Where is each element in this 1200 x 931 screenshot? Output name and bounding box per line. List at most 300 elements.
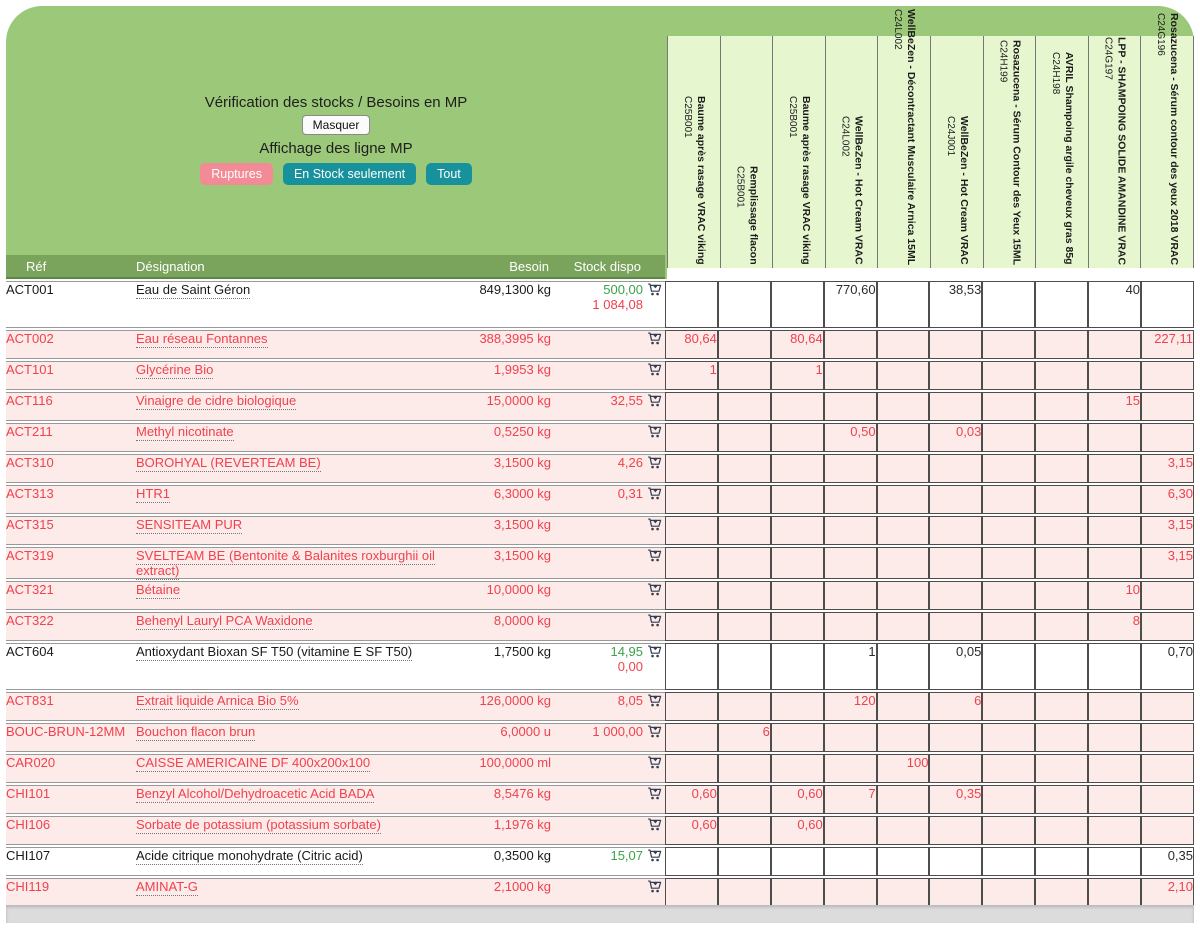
stock-value [551,392,643,421]
cart-plus-icon [647,396,662,411]
product-column-header [826,36,879,268]
cart-cell [643,547,665,579]
matrix-cell [771,643,824,690]
ref-label: CHI101 [6,785,136,814]
table-row [6,847,1194,876]
table-row [6,361,1194,390]
besoin-value: 15,0000 kg [436,392,551,421]
stock-value [551,361,643,390]
designation-cell [136,392,436,421]
table-row [6,754,1194,783]
add-to-cart-button[interactable] [647,724,662,741]
cart-plus-icon [647,851,662,866]
matrix-cell: 0,60 [665,785,718,814]
product-name: Remplissage flacon [747,166,760,265]
matrix-cell [771,581,824,610]
matrix-cell [771,547,824,579]
cart-plus-icon [647,616,662,631]
column-header-ref: Réf [26,258,47,274]
product-code: C24H198 [1049,52,1061,95]
cart-plus-icon [647,789,662,804]
matrix-cell [1088,423,1141,452]
matrix-cell [982,723,1035,752]
filter-buttons [6,163,666,185]
matrix-cell [1141,692,1194,721]
designation-link[interactable]: Bouchon flacon brun [136,724,256,739]
designation-cell [136,754,436,783]
cart-cell [643,816,665,845]
cart-cell [643,692,665,721]
matrix-cell: 1 [665,361,718,390]
matrix-cell [929,754,982,783]
matrix-cell [824,547,877,579]
add-to-cart-button[interactable] [647,879,662,896]
cart-cell [643,581,665,610]
filter-button-en-stock-seulement[interactable]: En Stock seulement [283,163,416,185]
table-header [6,255,665,279]
designation-cell [136,516,436,545]
ref-label: ACT002 [6,330,136,359]
designation-cell [136,281,436,328]
cart-plus-icon [647,696,662,711]
matrix-cell [1088,878,1141,907]
matrix-cell [1088,643,1141,690]
matrix-cell [665,392,718,421]
designation-link[interactable]: SVELTEAM BE (Bentonite & Balanites roxburghii oil extract) [136,548,435,578]
matrix-cell: 80,64 [665,330,718,359]
matrix-cell [929,454,982,483]
besoin-value: 126,0000 kg [436,692,551,721]
matrix-cell [718,785,771,814]
table-row [6,454,1194,483]
matrix-cell [824,816,877,845]
cart-cell [643,281,665,328]
matrix-cell [877,612,930,641]
ref-label: CHI119 [6,878,136,907]
besoin-value: 1,9953 kg [436,361,551,390]
matrix-cell: 8 [1088,612,1141,641]
filter-button-tout[interactable]: Tout [426,163,472,185]
designation-link[interactable]: HTR1 [136,486,170,501]
matrix-cell [1035,547,1088,579]
stock-value [551,816,643,845]
add-to-cart-button[interactable] [647,786,662,803]
column-header-stock: Stock dispo [573,258,641,274]
matrix-cell [877,281,930,328]
designation-link[interactable]: Bétaine [136,582,181,597]
product-name: Rosazucena - Sérum contour des yeux 2018 VRAC [1168,12,1181,265]
matrix-cell [982,485,1035,514]
matrix-cell [1141,785,1194,814]
matrix-cell [929,816,982,845]
table-row [6,516,1194,545]
matrix-cell [1035,516,1088,545]
stock-value [551,581,643,610]
matrix-cell [665,423,718,452]
ref-label: ACT001 [6,281,136,328]
besoin-value: 388,3995 kg [436,330,551,359]
ref-label: ACT211 [6,423,136,452]
designation-link[interactable]: Eau de Saint Géron [136,282,251,297]
product-code: C25B001 [734,166,746,209]
add-to-cart-button[interactable] [647,455,662,472]
matrix-cell: 0,60 [665,816,718,845]
stock-value [551,485,643,514]
matrix-cell: 120 [824,692,877,721]
designation-link[interactable]: SENSITEAM PUR [136,517,243,532]
designation-link[interactable]: Methyl nicotinate [136,424,234,439]
matrix-cell [718,847,771,876]
designation-link[interactable]: Benzyl Alcohol/Dehydroacetic Acid BADA [136,786,375,801]
matrix-cell [771,485,824,514]
matrix-cell [877,516,930,545]
cart-cell [643,392,665,421]
designation-cell [136,643,436,690]
matrix-cell [877,878,930,907]
stock-shortage: 8,05 [617,693,644,708]
matrix-cell [824,392,877,421]
matrix-cell [824,485,877,514]
stock-table [6,279,1194,909]
matrix-cell [1035,643,1088,690]
cart-cell [643,878,665,907]
table-row [6,581,1194,610]
add-to-cart-button[interactable] [647,424,662,441]
matrix-cell [877,423,930,452]
designation-cell [136,612,436,641]
matrix-cell [1035,281,1088,328]
matrix-cell [824,754,877,783]
ref-label: ACT604 [6,643,136,690]
matrix-cell [718,361,771,390]
table-row [6,643,1194,690]
cart-plus-icon [647,520,662,535]
matrix-cell [1035,785,1088,814]
product-column-header [668,36,721,268]
matrix-cell [1088,785,1141,814]
matrix-cell: 3,15 [1141,547,1194,579]
matrix-cell [1141,723,1194,752]
stock-shortage: 0,00 [617,659,644,674]
matrix-cell: 1 [771,361,824,390]
matrix-cell [771,723,824,752]
matrix-cell [982,878,1035,907]
matrix-cell [824,454,877,483]
cart-cell [643,485,665,514]
matrix-cell [929,547,982,579]
product-column-header [1089,36,1142,268]
designation-cell [136,361,436,390]
matrix-cell [1141,423,1194,452]
matrix-cell: 10 [1088,581,1141,610]
matrix-cell [1035,581,1088,610]
matrix-gap [667,268,1194,279]
ref-label: CHI107 [6,847,136,876]
stock-value [551,612,643,641]
designation-link[interactable]: Antioxydant Bioxan SF T50 (vitamine E SF T50) [136,644,413,659]
matrix-cell [718,516,771,545]
matrix-cell [1035,392,1088,421]
ref-label: ACT116 [6,392,136,421]
product-name: WellBeZen - Hot Cream VRAC [957,116,970,265]
designation-cell [136,785,436,814]
cart-plus-icon [647,820,662,835]
matrix-cell [877,581,930,610]
matrix-cell: 3,15 [1141,516,1194,545]
stock-value [551,547,643,579]
product-code: C24H199 [997,39,1009,83]
product-code: C24G197 [1102,36,1114,80]
stock-available: 500,00 [603,282,644,297]
designation-cell [136,878,436,907]
stock-value [551,785,643,814]
matrix-cell [665,878,718,907]
matrix-cell [771,878,824,907]
matrix-cell: 0,03 [929,423,982,452]
add-to-cart-button[interactable] [647,693,662,710]
matrix-cell [718,485,771,514]
cart-plus-icon [647,285,662,300]
table-row [6,692,1194,721]
matrix-cell [1088,361,1141,390]
matrix-cell: 100 [877,754,930,783]
matrix-cell [718,330,771,359]
filter-button-ruptures[interactable]: Ruptures [200,163,273,185]
matrix-cell [1141,816,1194,845]
besoin-value: 3,1500 kg [436,516,551,545]
ref-label: ACT322 [6,612,136,641]
matrix-cell [877,454,930,483]
matrix-cell [771,392,824,421]
matrix-cell [1035,485,1088,514]
designation-link[interactable]: Behenyl Lauryl PCA Waxidone [136,613,313,628]
matrix-cell [929,612,982,641]
matrix-cell: 0,60 [771,785,824,814]
table-row [6,330,1194,359]
product-name: LPP - SHAMPOING SOLIDE AMANDINE VRAC [1115,36,1128,265]
cart-plus-icon [647,758,662,773]
matrix-cell [1141,281,1194,328]
designation-link[interactable]: BOROHYAL (REVERTEAM BE) [136,455,321,470]
matrix-cell [1088,330,1141,359]
matrix-cell [1035,612,1088,641]
matrix-cell [665,485,718,514]
table-row [6,392,1194,421]
product-column-header [878,8,931,268]
product-code: C24L002 [892,8,904,50]
matrix-cell [665,692,718,721]
designation-link[interactable]: CAISSE AMERICAINE DF 400x200x100 [136,755,371,770]
table-row [6,878,1194,907]
matrix-cell: 1 [824,643,877,690]
matrix-cell: 0,70 [1141,643,1194,690]
matrix-cell [718,643,771,690]
add-to-cart-button[interactable] [647,613,662,630]
matrix-cell [877,547,930,579]
ref-label: ACT313 [6,485,136,514]
product-code: C25B001 [681,96,693,139]
add-to-cart-button[interactable] [647,282,662,299]
matrix-cell [982,392,1035,421]
matrix-cell [929,847,982,876]
add-to-cart-button[interactable] [647,362,662,379]
stock-available: 14,95 [610,644,644,659]
stock-value [551,516,643,545]
matrix-cell [665,723,718,752]
add-to-cart-button[interactable] [647,486,662,503]
add-to-cart-button[interactable] [647,331,662,348]
product-name: Baume après rasage VRAC viking [799,96,812,265]
cart-plus-icon [647,647,662,662]
matrix-cell [771,754,824,783]
stock-value [551,643,643,690]
matrix-cell [771,692,824,721]
matrix-cell [1141,612,1194,641]
cart-plus-icon [647,427,662,442]
designation-cell [136,723,436,752]
matrix-cell [665,281,718,328]
matrix-cell [982,754,1035,783]
product-column-header [984,36,1037,268]
stock-value [551,754,643,783]
matrix-cell [718,281,771,328]
matrix-cell: 0,35 [929,785,982,814]
ref-label: ACT831 [6,692,136,721]
add-to-cart-button[interactable] [647,848,662,865]
stock-shortage: 0,31 [617,486,644,501]
app-window [6,6,1194,923]
matrix-cell [1088,692,1141,721]
matrix-cell: 6 [929,692,982,721]
matrix-cell [982,281,1035,328]
matrix-cell [1088,754,1141,783]
matrix-cell [982,454,1035,483]
ref-label: ACT315 [6,516,136,545]
matrix-cell [1035,847,1088,876]
designation-link[interactable]: Acide citrique monohydrate (Citric acid) [136,848,363,863]
cart-cell [643,454,665,483]
matrix-cell [1035,692,1088,721]
product-code: C24G196 [1155,12,1167,56]
matrix-cell [1088,485,1141,514]
matrix-cell [877,692,930,721]
matrix-cell [1035,816,1088,845]
matrix-cell [982,516,1035,545]
add-to-cart-button[interactable] [647,582,662,599]
table-row [6,785,1194,814]
matrix-cell: 0,05 [929,643,982,690]
table-body-wrap [6,279,1194,907]
product-column-header [1036,36,1089,268]
stock-value [551,878,643,907]
matrix-cell [982,785,1035,814]
besoin-value: 1,1976 kg [436,816,551,845]
matrix-cell [665,847,718,876]
ref-label: CAR020 [6,754,136,783]
cart-cell [643,723,665,752]
matrix-cell [718,878,771,907]
stock-value [551,723,643,752]
add-to-cart-button[interactable] [647,393,662,410]
stock-value [551,330,643,359]
cart-plus-icon [647,727,662,742]
designation-link[interactable]: Vinaigre de cidre biologique [136,393,297,408]
add-to-cart-button[interactable] [647,644,662,661]
matrix-cell [824,516,877,545]
matrix-cell: 0,60 [771,816,824,845]
table-row [6,612,1194,641]
matrix-cell [982,847,1035,876]
matrix-cell [824,847,877,876]
ref-label: ACT101 [6,361,136,390]
besoin-value: 1,7500 kg [436,643,551,690]
matrix-cell [771,612,824,641]
matrix-cell [1141,581,1194,610]
matrix-cell [982,423,1035,452]
stock-value [551,281,643,328]
ref-label: ACT321 [6,581,136,610]
matrix-cell [665,516,718,545]
designation-link[interactable]: Sorbate de potassium (potassium sorbate) [136,817,381,832]
add-to-cart-button[interactable] [647,817,662,834]
matrix-cell [982,581,1035,610]
matrix-cell [877,816,930,845]
matrix-cell [1088,547,1141,579]
matrix-cell [665,547,718,579]
matrix-cell [877,361,930,390]
matrix-cell [718,547,771,579]
product-name: WellBeZen - Décontractant Musculaire Arnica 15ML [905,8,918,265]
designation-cell [136,847,436,876]
matrix-cell [1088,816,1141,845]
stock-shortage: 32,55 [610,393,644,408]
cart-cell [643,847,665,876]
matrix-cell [1035,454,1088,483]
matrix-cell [1035,723,1088,752]
besoin-value: 0,3500 kg [436,847,551,876]
matrix-cell [771,516,824,545]
cart-plus-icon [647,882,662,897]
matrix-cell [929,392,982,421]
matrix-cell [1035,330,1088,359]
add-to-cart-button[interactable] [647,517,662,534]
designation-link[interactable]: AMINAT-G [136,879,198,894]
add-to-cart-button[interactable] [647,548,662,565]
product-column-header [721,36,774,268]
cart-cell [643,612,665,641]
matrix-cell [1088,454,1141,483]
besoin-value: 3,1500 kg [436,547,551,579]
matrix-cell: 40 [1088,281,1141,328]
matrix-cell [665,454,718,483]
matrix-cell [1035,361,1088,390]
masquer-button[interactable]: Masquer [302,115,371,135]
matrix-cell [771,423,824,452]
designation-link[interactable]: Eau réseau Fontannes [136,331,268,346]
besoin-value: 2,1000 kg [436,878,551,907]
column-header-designation: Désignation [136,258,205,274]
cart-cell [643,785,665,814]
matrix-cell [665,643,718,690]
add-to-cart-button[interactable] [647,755,662,772]
designation-link[interactable]: Glycérine Bio [136,362,214,377]
matrix-cell [1141,392,1194,421]
matrix-cell [877,785,930,814]
besoin-value: 10,0000 kg [436,581,551,610]
designation-link[interactable]: Extrait liquide Arnica Bio 5% [136,693,299,708]
matrix-cell [718,692,771,721]
designation-cell [136,816,436,845]
